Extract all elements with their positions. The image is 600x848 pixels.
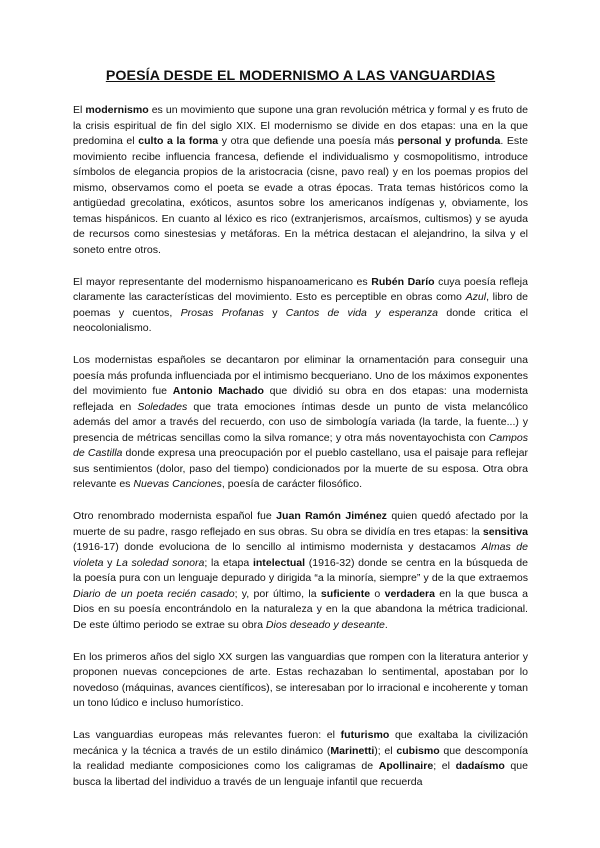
text-run: El [73, 104, 86, 116]
paragraph-modernismo [73, 103, 528, 258]
text-run: ; la etapa [204, 556, 253, 569]
bold-term: dadaísmo [455, 760, 505, 772]
text-run: y [263, 306, 286, 319]
text-run: quien quedó afectado por la muerte de su padre, rasgo reflejado en sus obras. Su obra se dividía en tres etapas: la [73, 510, 528, 538]
text-run: que dividió su obra en dos etapas: una modernista reflejada en [73, 385, 528, 413]
text-run: , poesía de carácter filosófico. [221, 478, 363, 490]
text-run: ; y, por último, la [234, 587, 321, 600]
bold-term: verdadera [384, 587, 436, 600]
text-run: y [103, 556, 117, 569]
italic-title: Diario de un poeta recién casado [73, 587, 235, 600]
text-run: cuya poesía refleja claramente las características del movimiento. Esto es perceptible en obras como [73, 275, 528, 303]
paragraph-ruben-dario [73, 275, 528, 337]
paragraph-vanguardias [73, 650, 528, 712]
text-run: Los modernistas españoles se decantaron por eliminar la ornamentación para conseguir una poesía más profunda influenciada por el intimismo becqueriano. Uno de los máximos exponentes del movimiento fue [73, 354, 528, 397]
text-run: . [384, 618, 388, 631]
bold-term: culto a la forma [138, 135, 219, 147]
bold-term: cubismo [396, 744, 440, 757]
document-title: POESÍA DESDE EL MODERNISMO A LAS VANGUARDIAS [105, 68, 496, 84]
text-run: El mayor representante del modernismo hispanoamericano es [73, 275, 372, 288]
text-run: Las vanguardias europeas más relevantes fueron: el [73, 729, 341, 741]
italic-title: Soledades [137, 400, 188, 413]
italic-title: Campos de Castilla [73, 431, 528, 459]
italic-title: Nuevas Canciones [133, 478, 222, 490]
bold-term: Antonio Machado [172, 385, 264, 397]
text-run: que exaltaba la civilización mecánica y la técnica a través de un estilo dinámico ( [73, 729, 528, 757]
italic-title: Almas de violeta [73, 541, 528, 569]
text-run: es un movimiento que supone una gran revolución métrica y formal y es fruto de la crisis espiritual de fin del siglo XIX. El modernismo se divide en dos etapas: una en la que predomina el [73, 104, 528, 147]
text-run: que busca la libertad del individuo a través de un lenguaje infantil que recuerda [73, 760, 528, 788]
text-run: . Este movimiento recibe influencia francesa, defiende el individualismo y cosmopolitismo, introduce símbolos de elegancia propios de la aristocracia (cisne, pavo real) y en los poemas propios del mismo, observamos como el poeta se evade a otras épocas. Trata temas históricos como la antigüedad grecolatina, exóticos, asuntos sobre los americanos indígenas y, obviamente, los temas hispánicos. En cuanto al léxico es rico (extranjerismos, arcaísmos, cultismos) y se ayuda de recursos como sinestesias y metáforas. En la métrica destacan el alejandrino, la silva y el soneto entre otros. [73, 135, 529, 256]
italic-title: Cantos de vida y esperanza [285, 306, 439, 319]
italic-title: Prosas Profanas [180, 306, 264, 319]
paragraph-vanguardias-europeas [73, 728, 528, 790]
bold-term: Marinetti [330, 744, 375, 757]
text-run: (1916-32) donde se centra en la búsqueda de la poesía pura con un lenguaje depurado y dirigida “a la minoría, siempre” y de la que extraemos [73, 556, 528, 584]
text-run: ; el [433, 760, 456, 772]
italic-title: La soledad sonora [116, 556, 205, 569]
text-run: donde critica el neocolonialismo. [73, 306, 529, 334]
text-run: En los primeros años del siglo XX surgen las vanguardias que rompen con la literatura anterior y proponen nuevas concepciones de arte. Estas rechazaban lo sentimental, apostaban por lo novedoso (máquinas, avances científicos), se interesaban por lo irracional e incoherente y toman un tono lúdico e incluso humorístico. [73, 650, 528, 709]
italic-title: Dios deseado y deseante [265, 618, 385, 631]
text-run: ); el [374, 744, 397, 757]
text-run: en la que busca a Dios en su poesía encontrándolo en la naturaleza y en la que abandona la métrica tradicional. De este último periodo se extrae su obra [73, 587, 528, 631]
text-run: , libro de poemas y cuentos, [73, 291, 529, 319]
bold-term: personal y profunda [397, 135, 501, 147]
bold-term: intelectual [252, 556, 306, 569]
bold-term: modernismo [85, 104, 149, 116]
text-run: Otro renombrado modernista español fue [73, 510, 277, 522]
document-body [73, 103, 528, 790]
paragraph-juan-ramon-jimenez [73, 509, 528, 633]
paragraph-antonio-machado [73, 353, 528, 493]
text-run: o [370, 587, 385, 600]
text-run: (1916-17) donde evoluciona de lo sencillo al intimismo modernista y destacamos [73, 541, 482, 553]
bold-term: suficiente [320, 587, 371, 600]
text-run: donde expresa una preocupación por el pueblo castellano, usa el paisaje para reflejar sus sentimientos (dolor, paso del tiempo) condicionados por la muerte de su esposa. Otra obra relevante es [73, 447, 528, 490]
text-run: y otra que defiende una poesía más [218, 135, 398, 147]
italic-title: Azul [465, 291, 487, 303]
bold-term: Apollinaire [378, 760, 434, 772]
bold-term: Rubén Darío [371, 275, 435, 288]
text-run: que descomponía la realidad mediante composiciones como los caligramas de [73, 744, 529, 772]
text-run: que trata emociones íntimas desde un punto de vista melancólico además del amor a través del recuerdo, con uso de simbología variada (la tarde, la fuente...) y presencia de métricas sencillas como la silva romance; y otra más noventayochista con [73, 400, 528, 444]
bold-term: futurismo [340, 729, 390, 741]
bold-term: Juan Ramón Jiménez [276, 510, 387, 522]
bold-term: sensitiva [482, 525, 528, 538]
